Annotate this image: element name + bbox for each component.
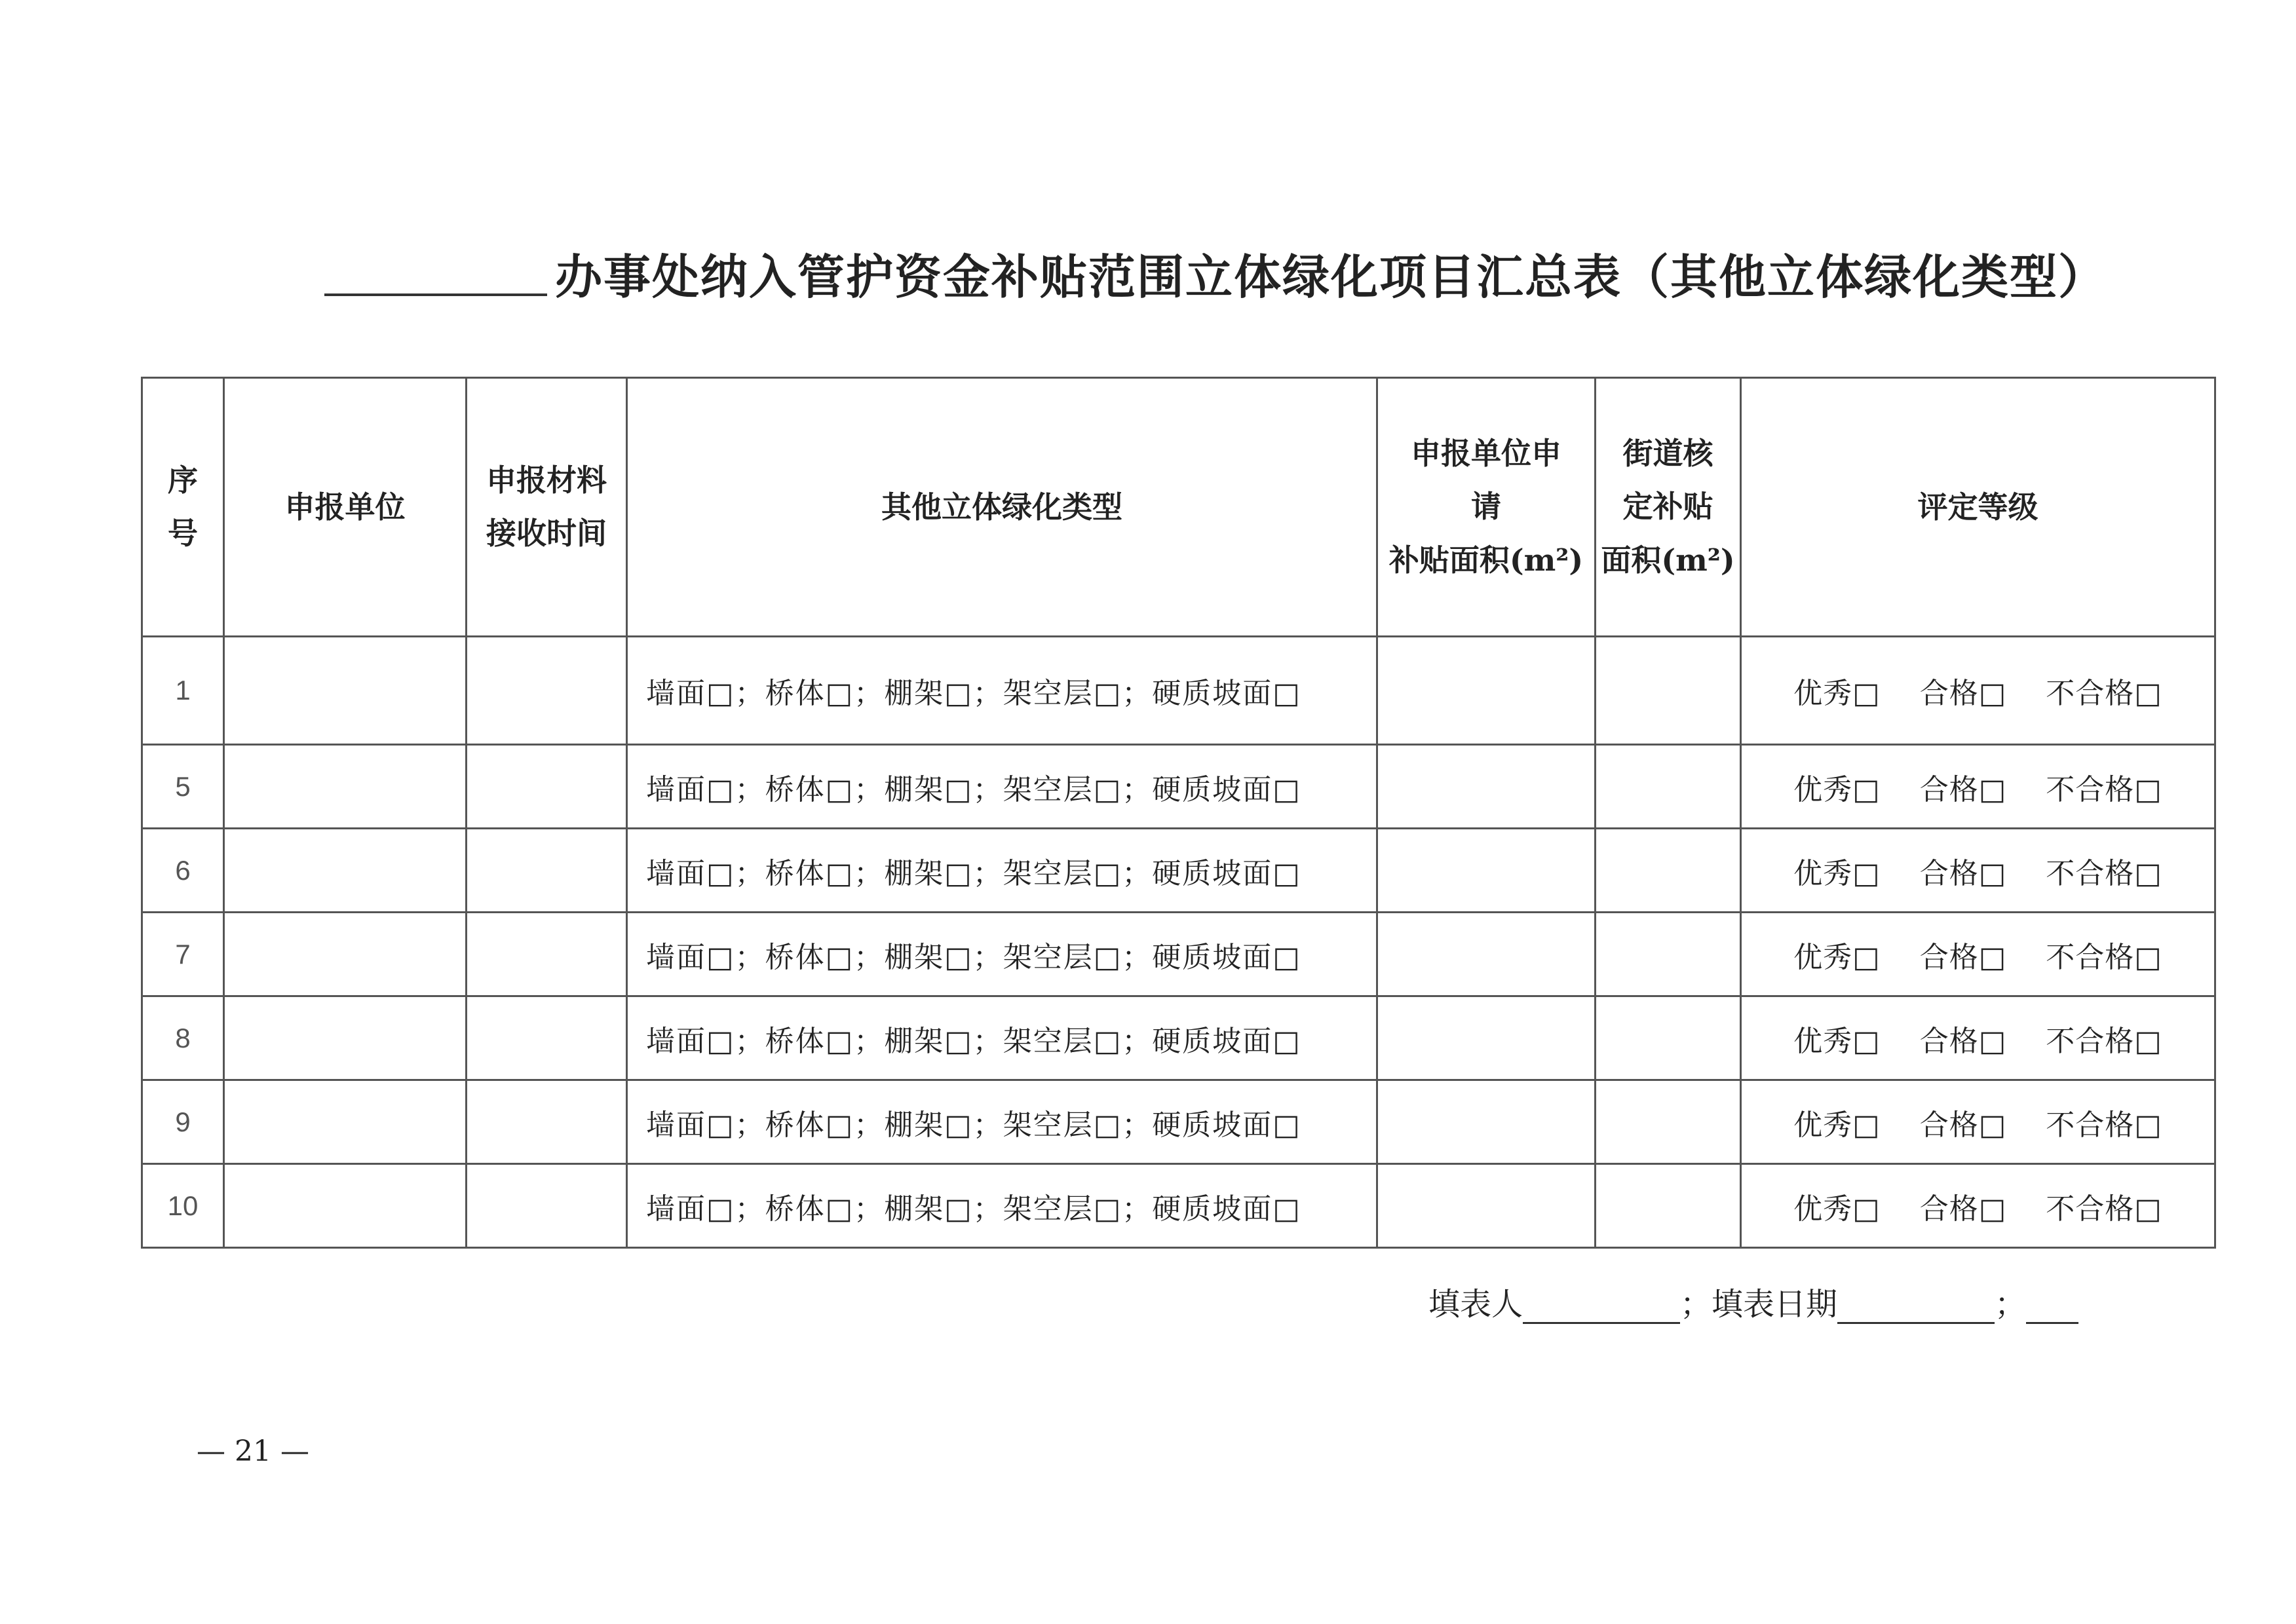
grade-option: 优秀□	[1793, 856, 1881, 890]
row-seq: 7	[142, 913, 224, 996]
document-title	[324, 237, 2159, 309]
row-received	[467, 996, 627, 1080]
row-received	[467, 829, 627, 913]
filler-blank	[1523, 1291, 1680, 1324]
row-types: 墙面□；桥体□；棚架□；架空层□；硬质坡面□	[627, 829, 1377, 913]
table-row	[142, 1080, 2215, 1164]
row-applied-area	[1377, 996, 1596, 1080]
table-row	[142, 829, 2215, 913]
grade-option: 优秀□	[1793, 772, 1881, 806]
row-seq: 5	[142, 745, 224, 829]
row-unit	[224, 829, 467, 913]
header-type: 其他立体绿化类型	[627, 378, 1377, 637]
summary-table	[141, 377, 2216, 1249]
grade-option: 合格□	[1919, 1024, 2007, 1058]
table-row	[142, 745, 2215, 829]
row-verified-area	[1596, 913, 1741, 996]
grade-option: 合格□	[1919, 856, 2007, 890]
filler-label: 填表人	[1428, 1286, 1523, 1323]
row-types: 墙面□；桥体□；棚架□；架空层□；硬质坡面□	[627, 637, 1377, 745]
grade-option: 不合格□	[2046, 940, 2162, 974]
header-row	[142, 378, 2215, 637]
grade-option: 优秀□	[1793, 1192, 1881, 1226]
grade-option: 优秀□	[1793, 940, 1881, 974]
date-blank	[1837, 1291, 1995, 1324]
row-seq: 1	[142, 637, 224, 745]
header-received: 申报材料 接收时间	[467, 378, 627, 637]
row-received	[467, 745, 627, 829]
row-grade	[1741, 996, 2215, 1080]
row-unit	[224, 913, 467, 996]
row-verified-area	[1596, 1164, 1741, 1248]
grade-option: 优秀□	[1793, 1108, 1881, 1142]
row-received	[467, 913, 627, 996]
row-grade	[1741, 913, 2215, 996]
grade-option: 优秀□	[1793, 677, 1881, 710]
header-applied-area: 申报单位申 请 补贴面积(m²)	[1377, 378, 1596, 637]
row-unit	[224, 745, 467, 829]
row-types: 墙面□；桥体□；棚架□；架空层□；硬质坡面□	[627, 1080, 1377, 1164]
header-grade: 评定等级	[1741, 378, 2215, 637]
grade-option: 不合格□	[2046, 772, 2162, 806]
row-applied-area	[1377, 829, 1596, 913]
row-unit	[224, 996, 467, 1080]
row-applied-area	[1377, 1080, 1596, 1164]
row-grade	[1741, 745, 2215, 829]
row-applied-area	[1377, 745, 1596, 829]
grade-option: 不合格□	[2046, 1024, 2162, 1058]
table-row	[142, 913, 2215, 996]
header-unit: 申报单位	[224, 378, 467, 637]
grade-option: 不合格□	[2046, 1108, 2162, 1142]
table-row	[142, 996, 2215, 1080]
row-applied-area	[1377, 637, 1596, 745]
row-applied-area	[1377, 913, 1596, 996]
table-row	[142, 1164, 2215, 1248]
grade-option: 合格□	[1919, 772, 2007, 806]
row-verified-area	[1596, 745, 1741, 829]
row-grade	[1741, 1080, 2215, 1164]
grade-option: 合格□	[1919, 940, 2007, 974]
row-types: 墙面□；桥体□；棚架□；架空层□；硬质坡面□	[627, 1164, 1377, 1248]
row-types: 墙面□；桥体□；棚架□；架空层□；硬质坡面□	[627, 996, 1377, 1080]
row-grade	[1741, 829, 2215, 913]
header-seq: 序 号	[142, 378, 224, 637]
grade-option: 不合格□	[2046, 1192, 2162, 1226]
office-name-blank	[324, 250, 547, 296]
date-label: 填表日期	[1712, 1286, 1838, 1323]
row-received	[467, 637, 627, 745]
grade-option: 合格□	[1919, 677, 2007, 710]
row-verified-area	[1596, 829, 1741, 913]
row-seq: 8	[142, 996, 224, 1080]
row-verified-area	[1596, 1080, 1741, 1164]
table-row	[142, 637, 2215, 745]
row-applied-area	[1377, 1164, 1596, 1248]
grade-option: 合格□	[1919, 1192, 2007, 1226]
grade-option: 合格□	[1919, 1108, 2007, 1142]
footer-fill-info	[1428, 1279, 2078, 1324]
row-types: 墙面□；桥体□；棚架□；架空层□；硬质坡面□	[627, 745, 1377, 829]
row-seq: 10	[142, 1164, 224, 1248]
row-seq: 6	[142, 829, 224, 913]
grade-option: 优秀□	[1793, 1024, 1881, 1058]
title-text: 办事处纳入管护资金补贴范围立体绿化项目汇总表（其他立体绿化类型）	[555, 249, 2107, 305]
row-unit	[224, 1080, 467, 1164]
row-verified-area	[1596, 996, 1741, 1080]
row-grade	[1741, 637, 2215, 745]
grade-option: 不合格□	[2046, 856, 2162, 890]
row-received	[467, 1164, 627, 1248]
header-verified-area: 街道核 定补贴 面积(m²)	[1596, 378, 1741, 637]
page-number: — 21 —	[197, 1435, 309, 1468]
row-received	[467, 1080, 627, 1164]
trailing-blank	[2026, 1291, 2078, 1324]
row-seq: 9	[142, 1080, 224, 1164]
row-types: 墙面□；桥体□；棚架□；架空层□；硬质坡面□	[627, 913, 1377, 996]
footer-separator-2: ；	[1995, 1286, 2027, 1323]
row-unit	[224, 1164, 467, 1248]
footer-separator-1: ；	[1680, 1286, 1712, 1323]
grade-option: 不合格□	[2046, 677, 2162, 710]
row-grade	[1741, 1164, 2215, 1248]
row-unit	[224, 637, 467, 745]
row-verified-area	[1596, 637, 1741, 745]
